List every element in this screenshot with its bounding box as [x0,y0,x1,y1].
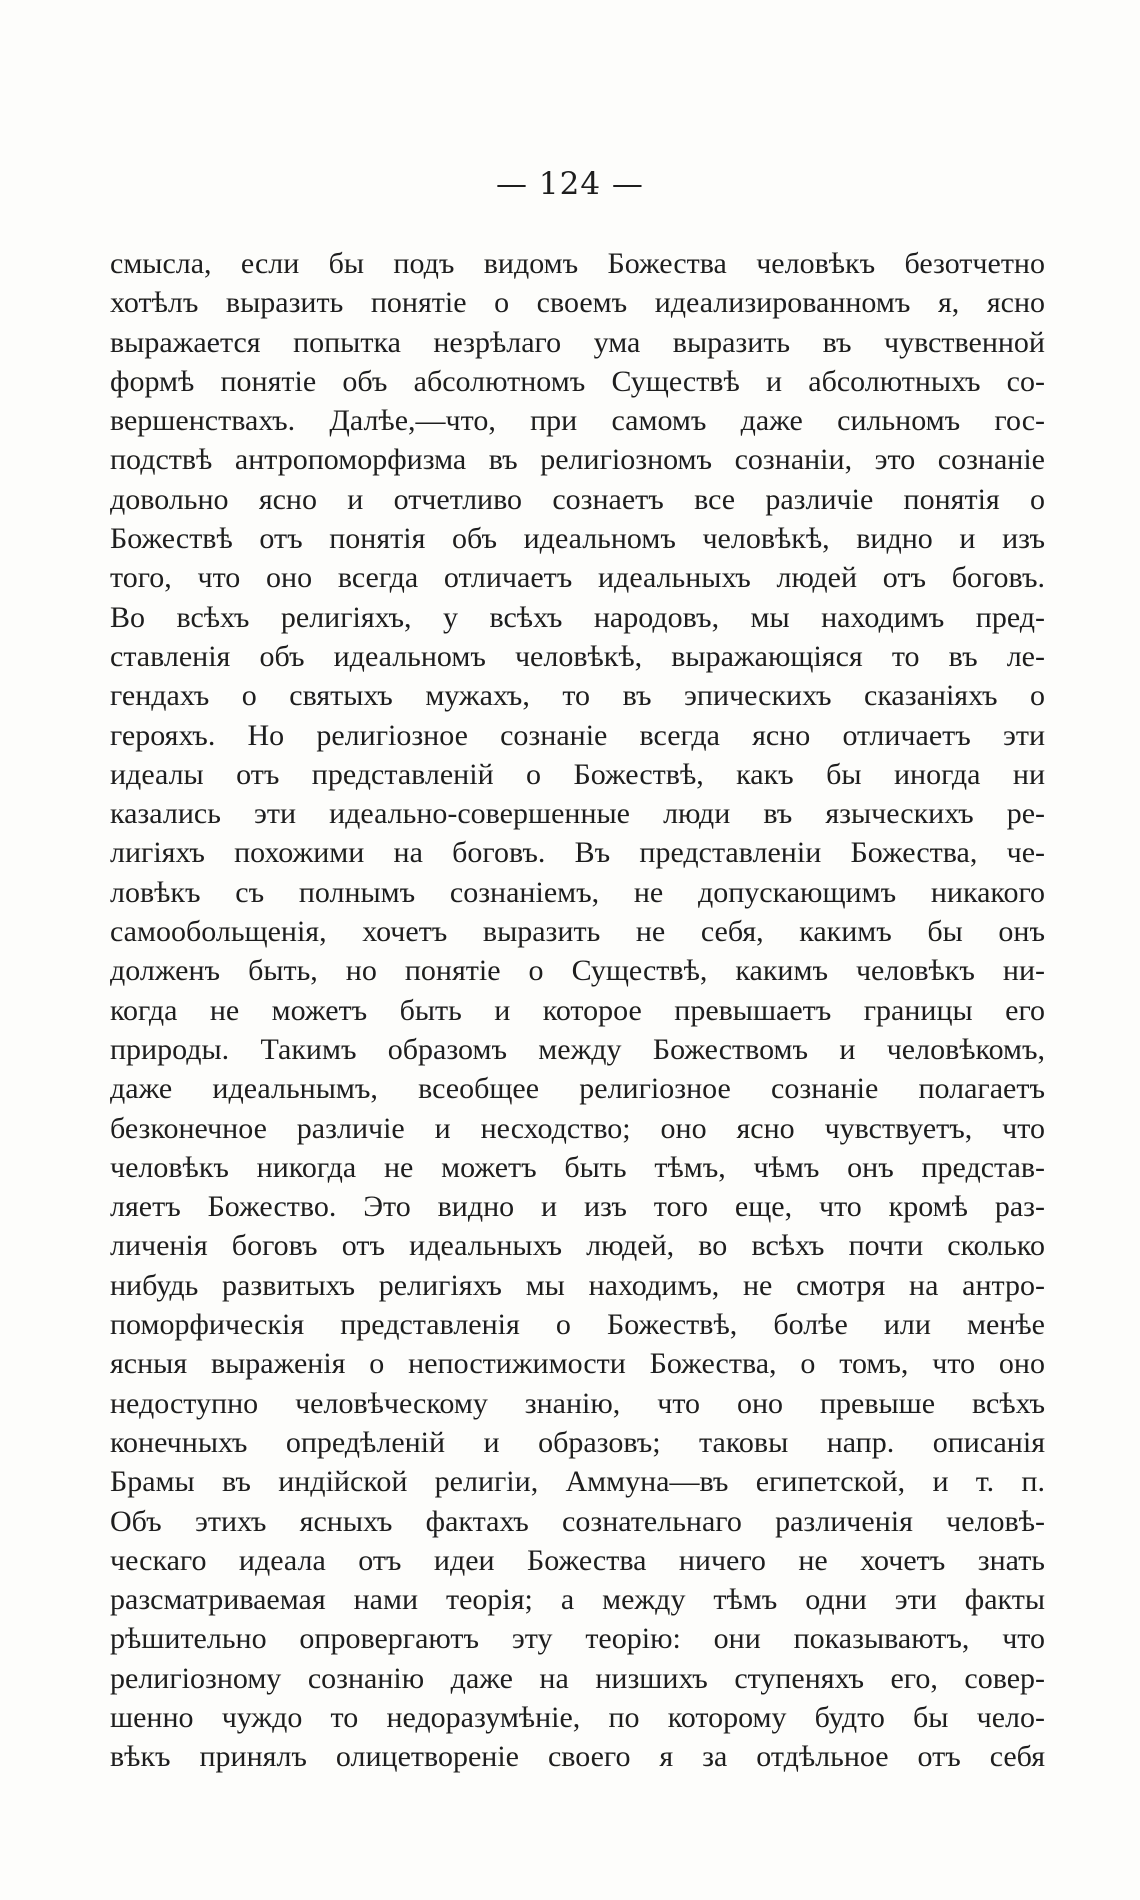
text-line: самообольщенія, хочетъ выразить не себя, какимъ бы онъ [110,915,1045,949]
text-line: человѣкъ никогда не можетъ быть тѣмъ, чѣмъ онъ представ- [110,1150,1045,1184]
text-line: ставленія объ идеальномъ человѣкѣ, выражающіяся то въ ле- [110,639,1045,673]
text-line: выражается попытка незрѣлаго ума выразить въ чувственной [110,325,1045,359]
text-line: подствѣ антропоморфизма въ религіозномъ сознаніи, это сознаніе [110,443,1045,477]
page-number: — 124 — [496,166,644,202]
text-line: казались эти идеально-совершенные люди въ языческихъ ре- [110,797,1045,831]
text-line: шенно чуждо то недоразумѣніе, по которому будто бы чело- [110,1700,1045,1734]
text-line: нибудь развитыхъ религіяхъ мы находимъ, не смотря на антро- [110,1268,1045,1302]
text-line: безконечное различіе и несходство; оно ясно чувствуетъ, что [110,1111,1045,1145]
text-line: гендахъ о святыхъ мужахъ, то въ эпическихъ сказаніяхъ о [110,679,1045,713]
text-line: рѣшительно опровергаютъ эту теорію: они показываютъ, что [110,1622,1045,1656]
text-line: разсматриваемая нами теорія; а между тѣмъ одни эти факты [110,1583,1045,1617]
text-line: Во всѣхъ религіяхъ, у всѣхъ народовъ, мы находимъ пред- [110,600,1045,634]
text-line: довольно ясно и отчетливо сознаетъ все различіе понятія о [110,482,1045,516]
text-line: поморфическія представленія о Божествѣ, болѣе или менѣе [110,1308,1045,1342]
text-line: природы. Такимъ образомъ между Божествомъ и человѣкомъ, [110,1032,1045,1066]
text-line: герояхъ. Но религіозное сознаніе всегда ясно отличаетъ эти [110,718,1045,752]
text-line: формѣ понятіе объ абсолютномъ Существѣ и абсолютныхъ со- [110,364,1045,398]
text-line: когда не можетъ быть и которое превышаетъ границы его [110,993,1045,1027]
text-line: долженъ быть, но понятіе о Существѣ, какимъ человѣкъ ни- [110,954,1045,988]
text-line: лигіяхъ похожими на боговъ. Въ представленіи Божества, че- [110,836,1045,870]
text-line: Объ этихъ ясныхъ фактахъ сознательнаго различенія человѣ- [110,1504,1045,1538]
text-line: вѣкъ принялъ олицетвореніе своего я за отдѣльное отъ себя [110,1740,1045,1774]
text-line: ловѣкъ съ полнымъ сознаніемъ, не допускающимъ никакого [110,875,1045,909]
text-line: даже идеальнымъ, всеобщее религіозное сознаніе полагаетъ [110,1072,1045,1106]
body-text [110,244,1045,1777]
text-line: Божествѣ отъ понятія объ идеальномъ человѣкѣ, видно и изъ [110,522,1045,556]
text-line: ческаго идеала отъ идеи Божества ничего не хочетъ знать [110,1543,1045,1577]
text-line: хотѣлъ выразить понятіе о своемъ идеализированномъ я, ясно [110,286,1045,320]
text-line: того, что оно всегда отличаетъ идеальныхъ людей отъ боговъ. [110,561,1045,595]
text-line: недоступно человѣческому знанію, что оно превыше всѣхъ [110,1386,1045,1420]
text-line: личенія боговъ отъ идеальныхъ людей, во всѣхъ почти сколько [110,1229,1045,1263]
text-line: вершенствахъ. Далѣе,—что, при самомъ даже сильномъ гос- [110,404,1045,438]
text-line: идеалы отъ представленій о Божествѣ, какъ бы иногда ни [110,757,1045,791]
text-line: ляетъ Божество. Это видно и изъ того еще, что кромѣ раз- [110,1190,1045,1224]
text-line: конечныхъ опредѣленій и образовъ; таковы напр. описанія [110,1425,1045,1459]
text-line: смысла, если бы подъ видомъ Божества человѣкъ безотчетно [110,247,1045,280]
text-line: религіозному сознанію даже на низшихъ ступеняхъ его, совер- [110,1661,1045,1695]
text-line: Брамы въ индійской религіи, Аммуна—въ египетской, и т. п. [110,1465,1045,1499]
text-line: ясныя выраженія о непостижимости Божества, о томъ, что оно [110,1347,1045,1381]
